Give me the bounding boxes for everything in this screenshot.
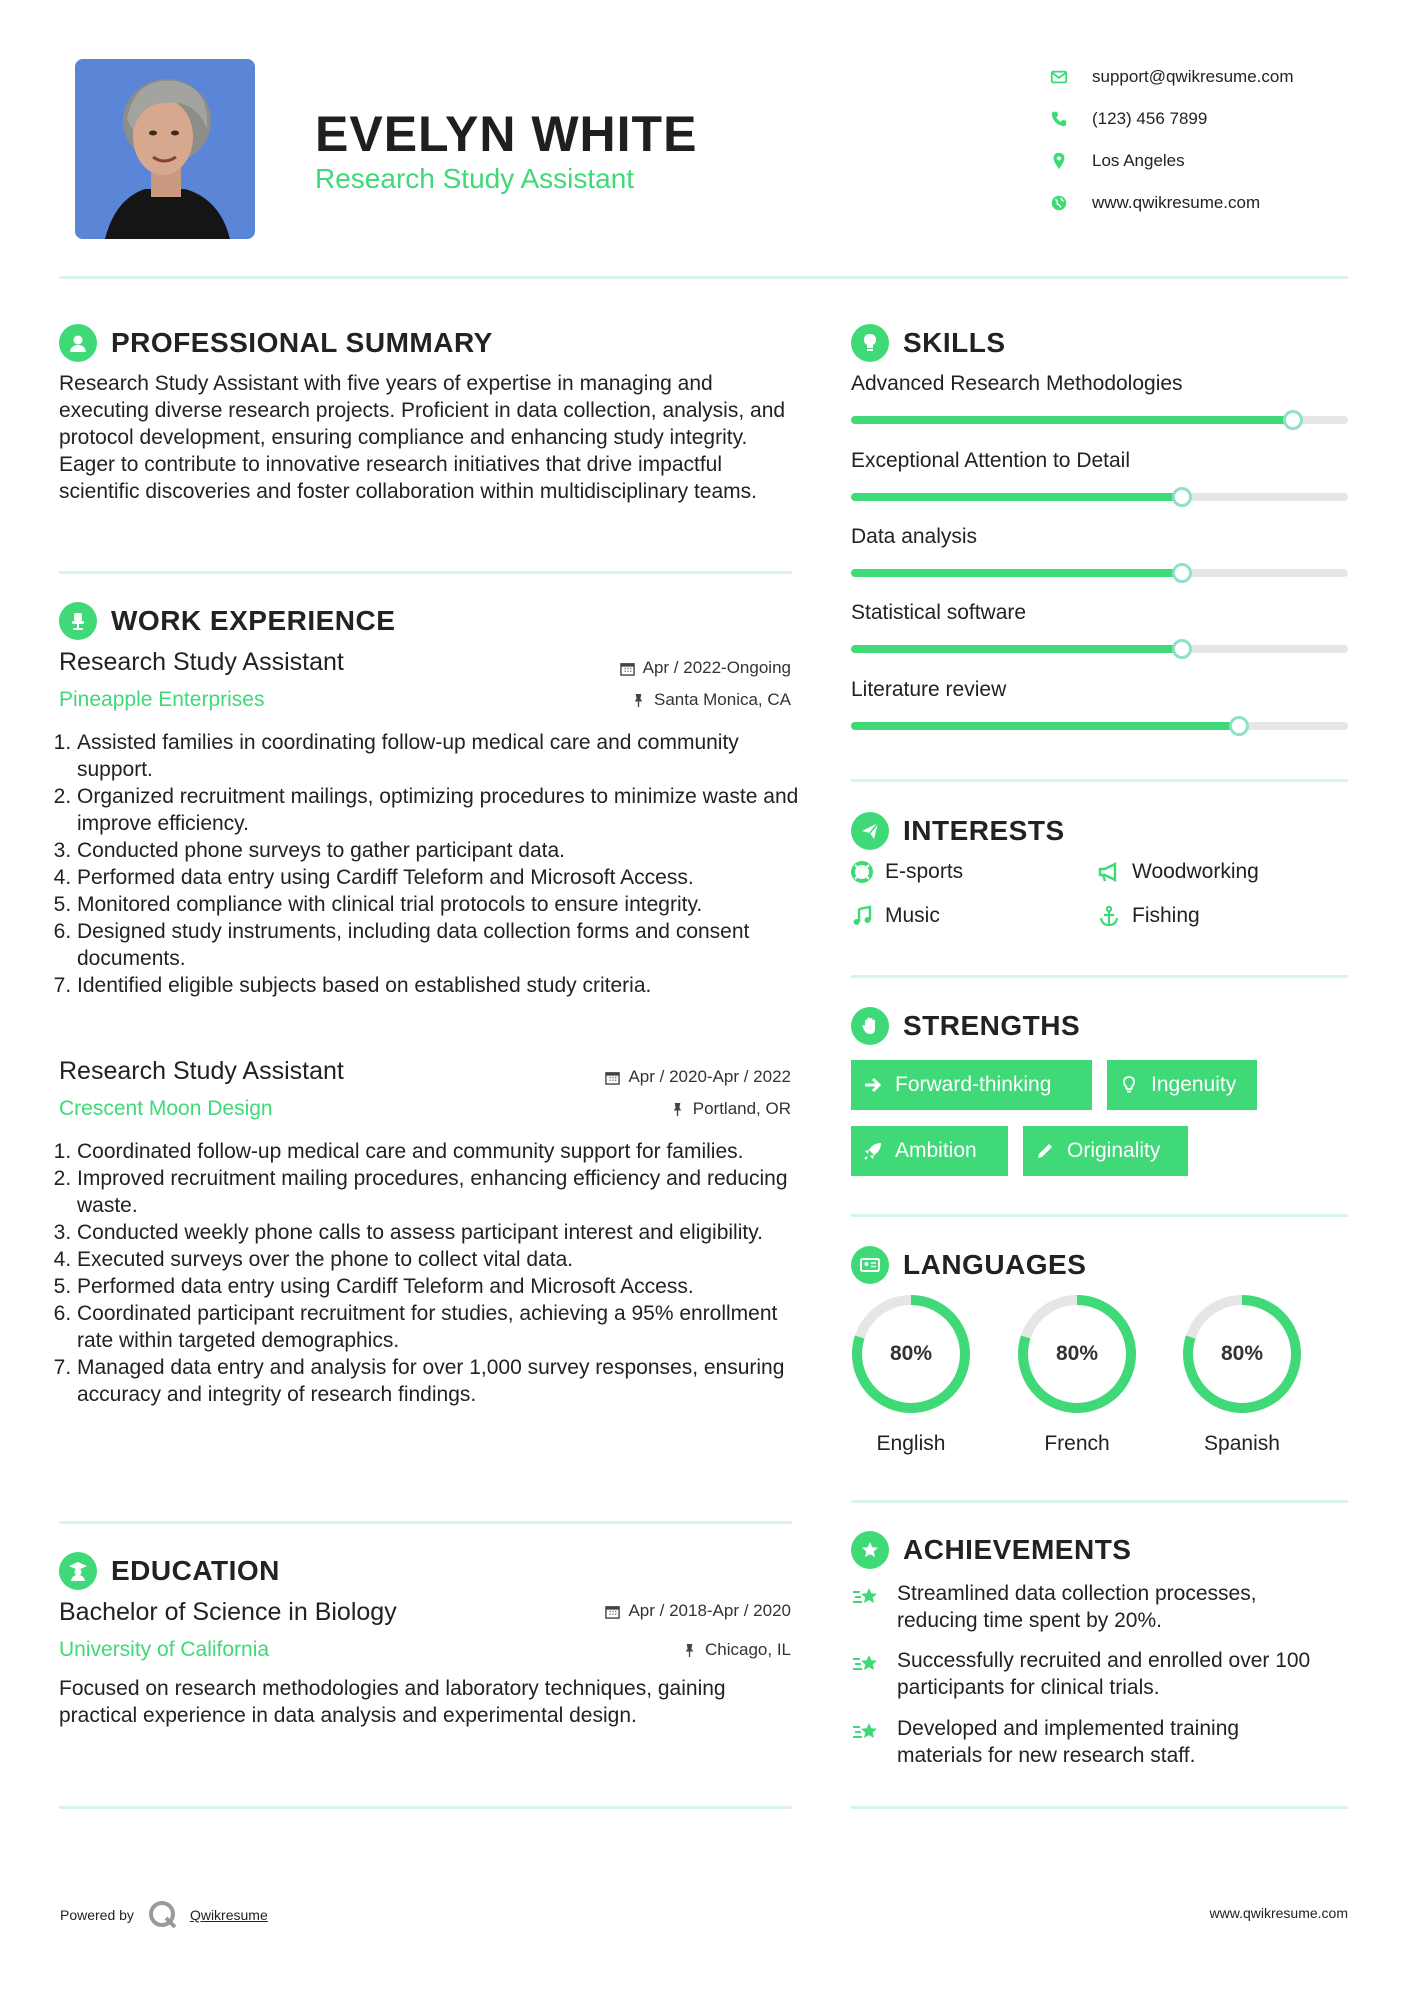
duty-item: 3. Conducted phone surveys to gather participant data. [77,837,799,864]
anchor-icon [1098,905,1120,927]
pushpin-icon [682,1643,697,1658]
lifebuoy-icon [851,861,873,883]
footer-branding [60,1900,268,1930]
languages-divider [851,1500,1348,1503]
calendar-icon [605,1604,620,1619]
interest-item [851,904,940,928]
bullhorn-icon [1098,861,1120,883]
strengths-heading [851,1007,1080,1045]
strength-tag [1107,1060,1257,1110]
duty-item: 1. Coordinated follow-up medical care and community support for families. [77,1138,799,1165]
skill-bar-fill [851,722,1239,730]
achievements-divider [851,1806,1348,1809]
education-title: EDUCATION [111,1555,280,1586]
contact-phone[interactable] [1050,98,1294,140]
job-1-dates-text: Apr / 2022-Ongoing [642,658,791,677]
pushpin-icon [670,1102,685,1117]
language-percent: 80% [889,1342,933,1365]
phone-icon [1050,110,1068,128]
education-text: Focused on research methodologies and laboratory techniques, gaining practical experience in data analysis and experimental design. [59,1677,726,1727]
experience-title: WORK EXPERIENCE [111,605,396,636]
strength-label: Originality [1067,1139,1161,1162]
summary-heading [59,324,493,362]
paper-plane-icon [851,812,889,850]
languages-title: LANGUAGES [903,1249,1087,1280]
education-dates [605,1601,791,1621]
achievement-item [851,1647,1321,1701]
duty-item: 1. Assisted families in coordinating follow-up medical care and community support. [77,729,799,783]
language-name: English [876,1432,946,1455]
arrow-right-icon [863,1075,883,1095]
education-degree: Bachelor of Science in Biology [59,1598,397,1626]
strength-label: Ingenuity [1151,1073,1237,1096]
lightbulb-icon [1119,1075,1139,1095]
summary-divider [59,571,792,574]
interest-label: Fishing [1132,904,1200,927]
skills-heading [851,324,1006,362]
skill-bar [851,493,1348,501]
achievement-item [851,1715,1321,1769]
interest-label: Woodworking [1132,860,1259,883]
job-1-location [631,690,791,710]
education-divider [59,1806,792,1809]
strength-tag [851,1060,1092,1110]
strengths-title: STRENGTHS [903,1010,1081,1041]
star-badge-icon [851,1531,889,1569]
user-icon [59,324,97,362]
language-item [849,1292,973,1456]
job-2-duties [59,1138,799,1408]
pushpin-icon [631,693,646,708]
candidate-role: Research Study Assistant [315,163,635,194]
education-school: University of California [59,1638,270,1661]
contact-website-text: www.qwikresume.com [1092,193,1261,212]
job-2-dates [605,1067,791,1087]
skill-bar [851,645,1348,653]
job-1-company: Pineapple Enterprises [59,688,265,711]
skill-bar [851,722,1348,730]
skill-label: Exceptional Attention to Detail [851,449,1131,472]
contact-email[interactable] [1050,56,1294,98]
achievement-item [851,1580,1321,1634]
duty-item: 2. Organized recruitment mailings, optimizing procedures to minimize waste and improve efficiency. [77,783,799,837]
pencil-icon [1035,1141,1055,1161]
achievements-title: ACHIEVEMENTS [903,1534,1132,1565]
contact-email-text: support@qwikresume.com [1092,67,1294,86]
contact-website[interactable] [1050,182,1294,224]
achievements-heading [851,1531,1131,1569]
rocket-icon [863,1141,883,1161]
duty-item: 4. Executed surveys over the phone to collect vital data. [77,1246,799,1273]
skill-bar [851,569,1348,577]
job-2-title: Research Study Assistant [59,1057,344,1085]
duty-item: 7. Identified eligible subjects based on established study criteria. [77,972,799,999]
skill-bar-fill [851,416,1293,424]
language-name: French [1044,1432,1110,1455]
strength-tag [851,1126,1008,1176]
skill-label: Advanced Research Methodologies [851,372,1183,395]
qwikresume-logo-icon [148,1900,178,1930]
strength-label: Forward-thinking [895,1073,1052,1096]
duty-item: 4. Performed data entry using Cardiff Teleform and Microsoft Access. [77,864,799,891]
shooting-star-icon [851,1649,881,1679]
shooting-star-icon [851,1717,881,1747]
job-2-location-text: Portland, OR [692,1099,791,1118]
calendar-icon [620,661,635,676]
summary-text: Research Study Assistant with five years of expertise in managing and executing diverse research projects. Proficient in data collection, analysis, and protocol development, ensuring compliance and enhancing study integrity. Eager to contribute to innovative research initiatives that drive impactful scientific discoveries and foster collaboration within multidisciplinary teams. [59,372,786,503]
job-1-title: Research Study Assistant [59,648,344,676]
skill-label: Data analysis [851,525,978,548]
powered-by-text: Powered by [60,1907,134,1923]
contact-location [1050,140,1294,182]
candidate-name: EVELYN WHITE [315,106,698,162]
contact-phone-text: (123) 456 7899 [1092,109,1208,128]
job-1-location-text: Santa Monica, CA [653,690,791,709]
job-2-company: Crescent Moon Design [59,1097,273,1120]
map-pin-icon [1050,152,1068,170]
skill-bar-knob [1172,487,1192,507]
achievement-text: Developed and implemented training materials for new research staff. [897,1717,1240,1767]
lightbulb-icon [851,324,889,362]
interest-item [1098,904,1200,928]
graduate-icon [59,1552,97,1590]
education-location [682,1640,791,1660]
duty-item: 3. Conducted weekly phone calls to assess participant interest and eligibility. [77,1219,799,1246]
language-item [1015,1292,1139,1456]
calendar-icon [605,1070,620,1085]
job-1-dates [620,658,791,678]
experience-divider [59,1521,792,1524]
contact-list [1050,56,1294,224]
skill-bar-knob [1172,639,1192,659]
strength-tag [1023,1126,1188,1176]
contact-location-text: Los Angeles [1092,151,1185,170]
id-card-icon [851,1246,889,1284]
envelope-icon [1050,68,1068,86]
job-2-dates-text: Apr / 2020-Apr / 2022 [628,1067,791,1086]
strengths-divider [851,1214,1348,1217]
skill-label: Literature review [851,678,1007,701]
interests-heading [851,812,1065,850]
interest-label: Music [885,904,940,927]
strength-label: Ambition [895,1139,977,1162]
achievement-text: Successfully recruited and enrolled over 100 participants for clinical trials. [897,1649,1311,1699]
footer-website[interactable]: www.qwikresume.com [1209,1905,1348,1921]
skill-bar-knob [1283,410,1303,430]
skill-bar-fill [851,493,1182,501]
duty-item: 5. Performed data entry using Cardiff Teleform and Microsoft Access. [77,1273,799,1300]
skill-bar-fill [851,569,1182,577]
languages-heading [851,1246,1086,1284]
job-1-duties [59,729,799,999]
duty-item: 5. Monitored compliance with clinical trial protocols to ensure integrity. [77,891,799,918]
skill-bar [851,416,1348,424]
duty-item: 6. Coordinated participant recruitment for studies, achieving a 95% enrollment rate within targeted demographics. [77,1300,799,1354]
interest-item [1098,860,1259,884]
duty-item: 6. Designed study instruments, including data collection forms and consent documents. [77,918,799,972]
skill-label: Statistical software [851,601,1027,624]
interests-divider [851,975,1348,978]
globe-icon [1050,194,1068,212]
interests-title: INTERESTS [903,815,1065,846]
interest-item [851,860,963,884]
header-divider [59,276,1348,279]
office-chair-icon [59,602,97,640]
skill-bar-knob [1229,716,1249,736]
music-note-icon [851,905,873,927]
job-2-location [670,1099,791,1119]
hand-icon [851,1007,889,1045]
language-percent: 80% [1220,1342,1264,1365]
duty-item: 2. Improved recruitment mailing procedures, enhancing efficiency and reducing waste. [77,1165,799,1219]
interest-label: E-sports [885,860,964,883]
experience-heading [59,602,395,640]
summary-title: PROFESSIONAL SUMMARY [111,327,493,358]
achievement-text: Streamlined data collection processes, reducing time spent by 20%. [897,1582,1257,1632]
profile-photo [75,59,255,239]
skills-divider [851,779,1348,782]
skills-title: SKILLS [903,327,1006,358]
shooting-star-icon [851,1582,881,1612]
duty-item: 7. Managed data entry and analysis for over 1,000 survey responses, ensuring accuracy and integrity of research findings. [77,1354,799,1408]
language-percent: 80% [1055,1342,1099,1365]
education-heading [59,1552,280,1590]
skill-bar-fill [851,645,1182,653]
qwikresume-link[interactable]: Qwikresume [189,1907,268,1923]
education-location-text: Chicago, IL [705,1640,791,1659]
skill-bar-knob [1172,563,1192,583]
education-dates-text: Apr / 2018-Apr / 2020 [628,1601,791,1620]
language-item [1180,1292,1304,1456]
language-name: Spanish [1204,1432,1280,1455]
